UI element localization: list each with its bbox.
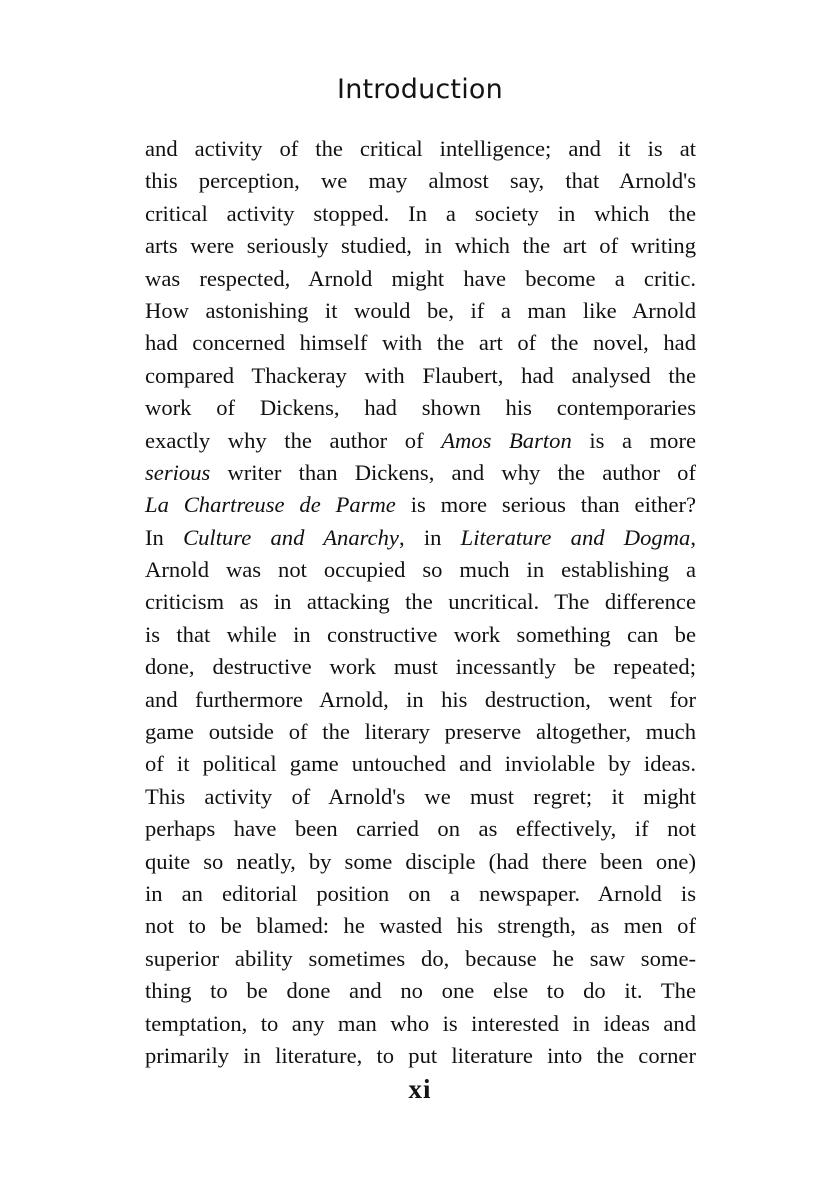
text-line: done, destructive work must incessantly be repeated; bbox=[145, 654, 696, 680]
text-line: and furthermore Arnold, in his destruction, went for bbox=[145, 686, 696, 712]
text-run: exactly why the author of bbox=[145, 427, 442, 453]
text-line: This activity of Arnold's we must regret; it might bbox=[145, 783, 696, 809]
text-line: was respected, Arnold might have become a critic. bbox=[145, 265, 696, 291]
text-line bbox=[145, 522, 696, 554]
text-line bbox=[145, 489, 696, 521]
text-line: quite so neatly, by some disciple (had there been one) bbox=[145, 848, 696, 874]
running-title: Introduction bbox=[337, 74, 503, 105]
text-line bbox=[145, 457, 696, 489]
text-run: is a more bbox=[571, 427, 697, 453]
text-line: in an editorial position on a newspaper. Arnold is bbox=[145, 880, 696, 906]
text-line: superior ability sometimes do, because he saw some- bbox=[145, 945, 696, 971]
text-line: temptation, to any man who is interested in ideas and bbox=[145, 1010, 696, 1036]
text-line bbox=[145, 425, 696, 457]
text-line: this perception, we may almost say, that Arnold's bbox=[145, 168, 696, 194]
text-line: is that while in constructive work something can be bbox=[145, 621, 696, 647]
text-run: , in bbox=[398, 524, 461, 550]
text-line: critical activity stopped. In a society in which the bbox=[145, 200, 696, 226]
italic-emphasis: serious bbox=[145, 459, 211, 485]
text-run: , bbox=[690, 524, 696, 550]
text-line: and activity of the critical intelligence; and it is at bbox=[145, 136, 696, 161]
text-line: criticism as in attacking the uncritical. The difference bbox=[145, 589, 696, 615]
page-number: xi bbox=[408, 1074, 432, 1104]
text-line: game outside of the literary preserve altogether, much bbox=[145, 719, 696, 745]
text-line: arts were seriously studied, in which the art of writing bbox=[145, 233, 696, 259]
text-line: not to be blamed: he wasted his strength, as men of bbox=[145, 913, 696, 939]
italic-title: Literature and Dogma bbox=[460, 524, 691, 550]
text-line: had concerned himself with the art of the novel, had bbox=[145, 330, 696, 356]
text-run: writer than Dickens, and why the author of bbox=[210, 459, 696, 485]
text-line: perhaps have been carried on as effectively, if not bbox=[145, 816, 696, 842]
text-line: work of Dickens, had shown his contemporaries bbox=[145, 395, 696, 421]
text-run: In bbox=[145, 524, 184, 550]
text-line: of it political game untouched and inviolable by ideas. bbox=[145, 751, 696, 777]
text-line: primarily in literature, to put literature into the corner bbox=[145, 1042, 696, 1068]
italic-title: Amos Barton bbox=[441, 427, 572, 453]
italic-title: La Chartreuse de Parme bbox=[145, 492, 396, 518]
text-line: compared Thackeray with Flaubert, had analysed the bbox=[145, 362, 696, 388]
text-line: thing to be done and no one else to do it. The bbox=[145, 978, 696, 1004]
italic-title: Culture and Anarchy bbox=[183, 524, 399, 550]
text-line: Arnold was not occupied so much in establishing a bbox=[145, 557, 696, 583]
text-line: How astonishing it would be, if a man like Arnold bbox=[145, 297, 696, 323]
body-text bbox=[145, 133, 696, 1072]
text-run: is more serious than either? bbox=[395, 492, 697, 518]
